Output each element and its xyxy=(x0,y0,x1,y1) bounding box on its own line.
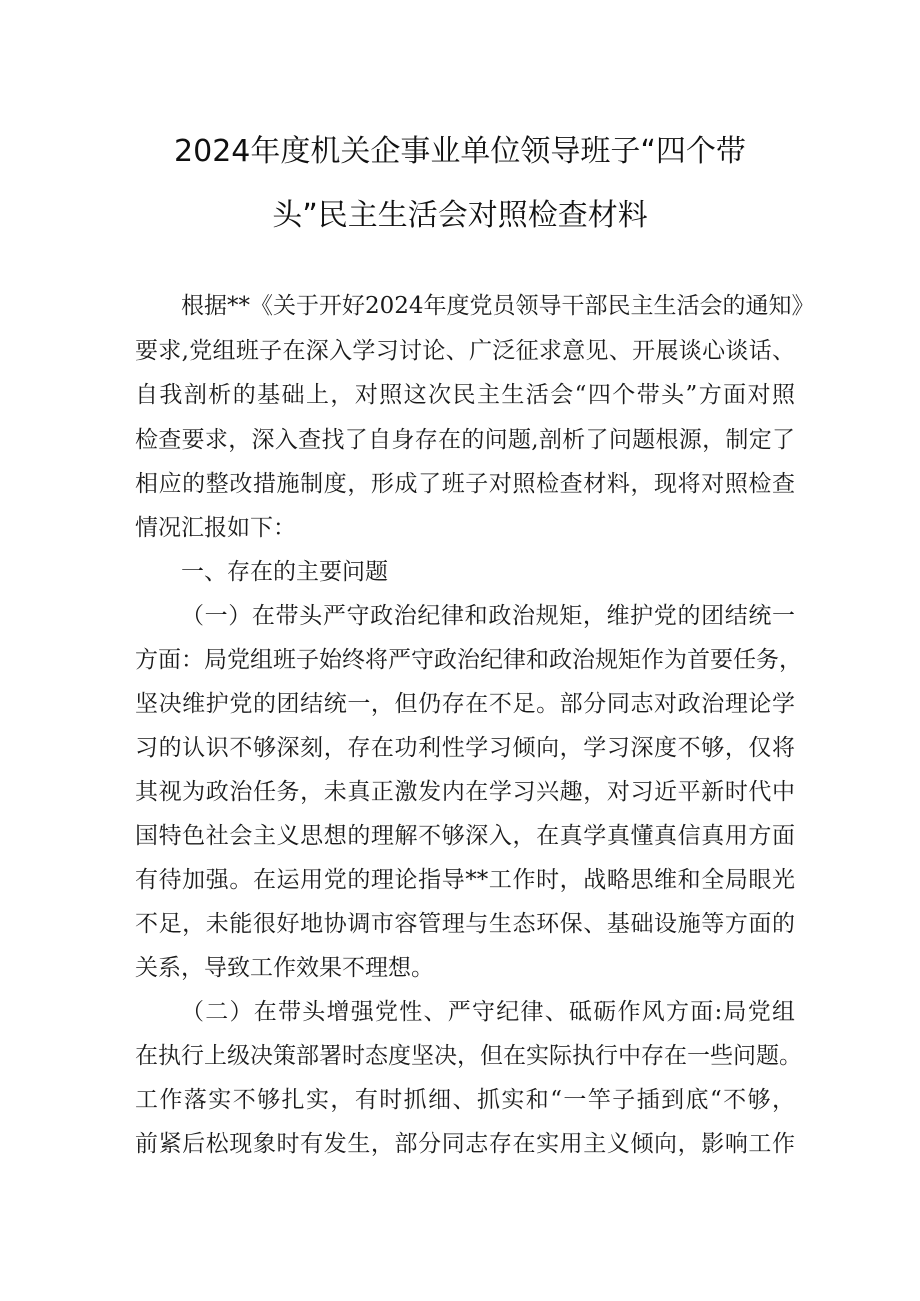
item-1-line: 关系，导致工作效果不理想。 xyxy=(135,955,434,981)
item-1-line: 坚决维护党的团结统一，但仍存在不足。部分同志对政治理论学 xyxy=(135,691,795,717)
item-2-line: 工作落实不够扎实，有时抓细、抓实和“一竿子插到底“不够， xyxy=(135,1087,795,1113)
item-1-line: 不足，未能很好地协调市容管理与生态环保、基础设施等方面的 xyxy=(135,911,795,937)
section-heading-main-problems: 一、存在的主要问题 xyxy=(181,559,388,585)
item-1-line: （一）在带头严守政治纪律和政治规矩，维护党的团结统一 xyxy=(181,603,795,629)
paragraph-1-line: 根据**《关于开好2024年度党员领导干部民主生活会的通知》 xyxy=(181,293,815,319)
item-2-line: 在执行上级决策部署时态度坚决，但在实际执行中存在一些问题。 xyxy=(135,1043,802,1069)
paragraph-1-line: 相应的整改措施制度，形成了班子对照检查材料，现将对照检查 xyxy=(135,471,795,497)
paragraph-1-line: 要求,党组班子在深入学习讨论、广泛征求意见、开展谈心谈话、 xyxy=(135,338,795,364)
item-1-line: 其视为政治任务，未真正激发内在学习兴趣，对习近平新时代中 xyxy=(135,779,795,805)
document-title-line-2: 头”民主生活会对照检查材料 xyxy=(272,198,648,233)
document-title-line-1: 2024年度机关企事业单位领导班子“四个带 xyxy=(174,134,746,169)
item-1-line: 有待加强。在运用党的理论指导**工作时，战略思维和全局眼光 xyxy=(135,867,795,893)
item-1-line: 国特色社会主义思想的理解不够深入，在真学真懂真信真用方面 xyxy=(135,823,795,849)
item-2-line: （二）在带头增强党性、严守纪律、砥砺作风方面:局党组 xyxy=(181,999,795,1025)
paragraph-1-line: 自我剖析的基础上，对照这次民主生活会“四个带头”方面对照 xyxy=(135,382,795,408)
item-1-line: 习的认识不够深刻，存在功利性学习倾向，学习深度不够，仅将 xyxy=(135,735,795,761)
paragraph-1-line: 情况汇报如下： xyxy=(135,515,296,541)
item-2-line: 前紧后松现象时有发生，部分同志存在实用主义倾向，影响工作 xyxy=(135,1131,795,1157)
item-1-line: 方面：局党组班子始终将严守政治纪律和政治规矩作为首要任务， xyxy=(135,647,802,673)
paragraph-1-line: 检查要求，深入查找了自身存在的问题,剖析了问题根源，制定了 xyxy=(135,427,795,453)
